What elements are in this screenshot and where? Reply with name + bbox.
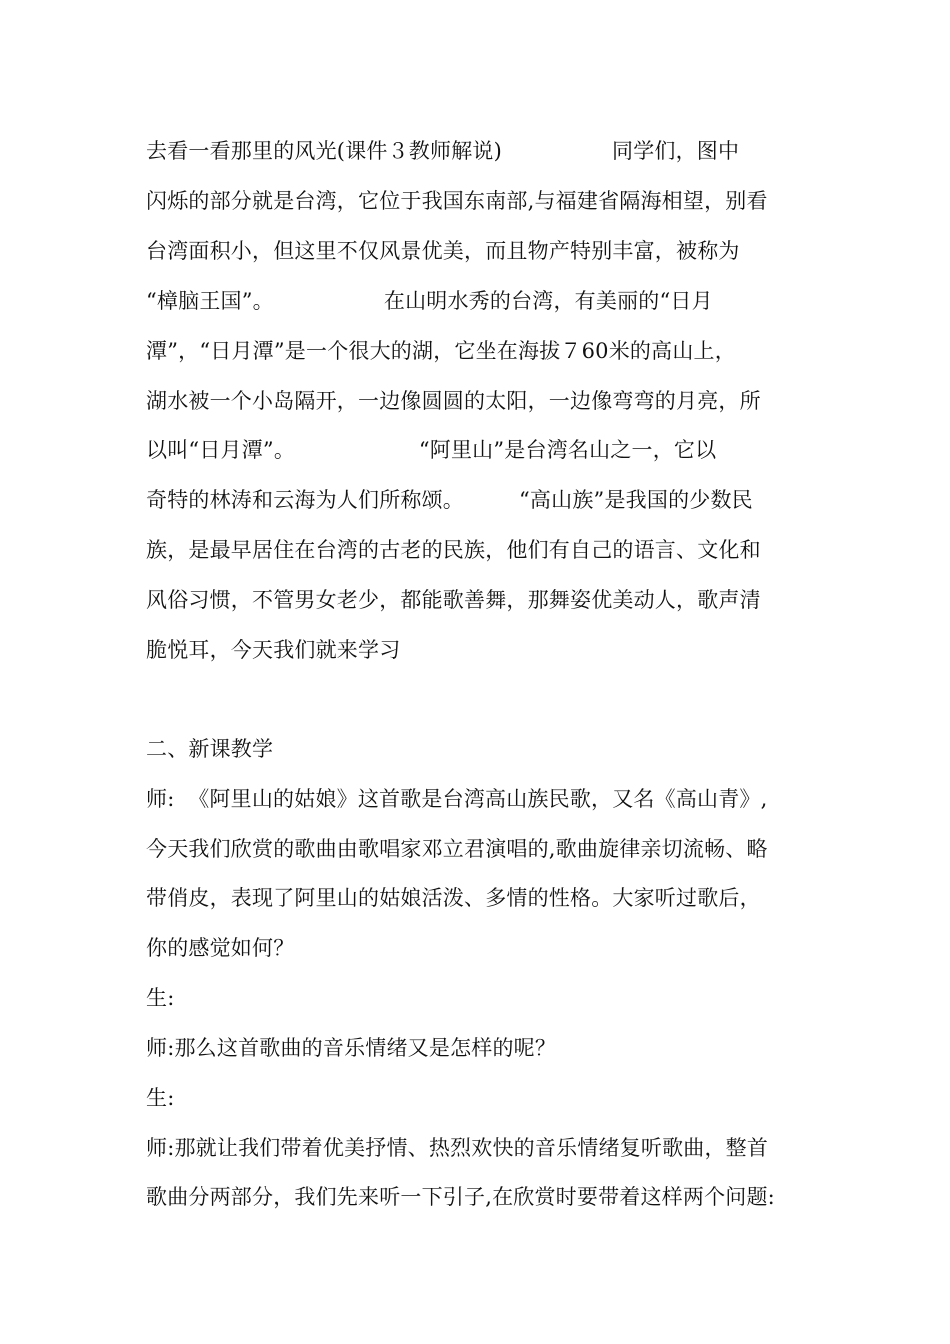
text-line: 师: 《阿里山的姑娘》这首歌是台湾高山族民歌，又名《高山青》, [146,787,768,811]
text-line: 风俗习惯，不管男女老少，都能歌善舞，那舞姿优美动人，歌声清 [146,588,761,612]
student-response: 生: [146,986,175,1010]
text-line: 去看一看那里的风光(课件３教师解说) 同学们，图中 [146,139,740,163]
text-line: 师:那就让我们带着优美抒情、热烈欢快的音乐情绪复听歌曲，整首 [146,1136,769,1160]
text-line: 带俏皮，表现了阿里山的姑娘活泼、多情的性格。大家听过歌后， [146,886,761,910]
text-line: 奇特的林涛和云海为人们所称颂。 “高山族”是我国的少数民 [146,488,753,512]
text-line: 族，是最早居住在台湾的古老的民族，他们有自己的语言、文化和 [146,538,761,562]
student-response: 生: [146,1086,175,1110]
text-line: 你的感觉如何？ [146,936,295,960]
text-line: 以叫“日月潭”。 “阿里山”是台湾名山之一，它以 [146,438,717,462]
text-line: 脆悦耳，今天我们就来学习 [146,638,401,662]
section-heading: 二、新课教学 [146,737,274,761]
text-line: 潭”，“日月潭”是一个很大的湖，它坐在海拔７60米的高山上， [146,339,736,363]
text-line: 歌曲分两部分，我们先来听一下引子,在欣赏时要带着这样两个问题: [146,1185,775,1209]
text-line: 今天我们欣赏的歌曲由歌唱家邓立君演唱的,歌曲旋律亲切流畅、略 [146,837,768,861]
text-line: 湖水被一个小岛隔开，一边像圆圆的太阳，一边像弯弯的月亮，所 [146,389,761,413]
text-line: 闪烁的部分就是台湾，它位于我国东南部,与福建省隔海相望，别看 [146,189,768,213]
text-line: “樟脑王国”。 在山明水秀的台湾，有美丽的“日月 [146,289,713,313]
teacher-question: 师:那么这首歌曲的音乐情绪又是怎样的呢？ [146,1036,557,1060]
text-line: 台湾面积小，但这里不仅风景优美，而且物产特别丰富，被称为 [146,239,740,263]
